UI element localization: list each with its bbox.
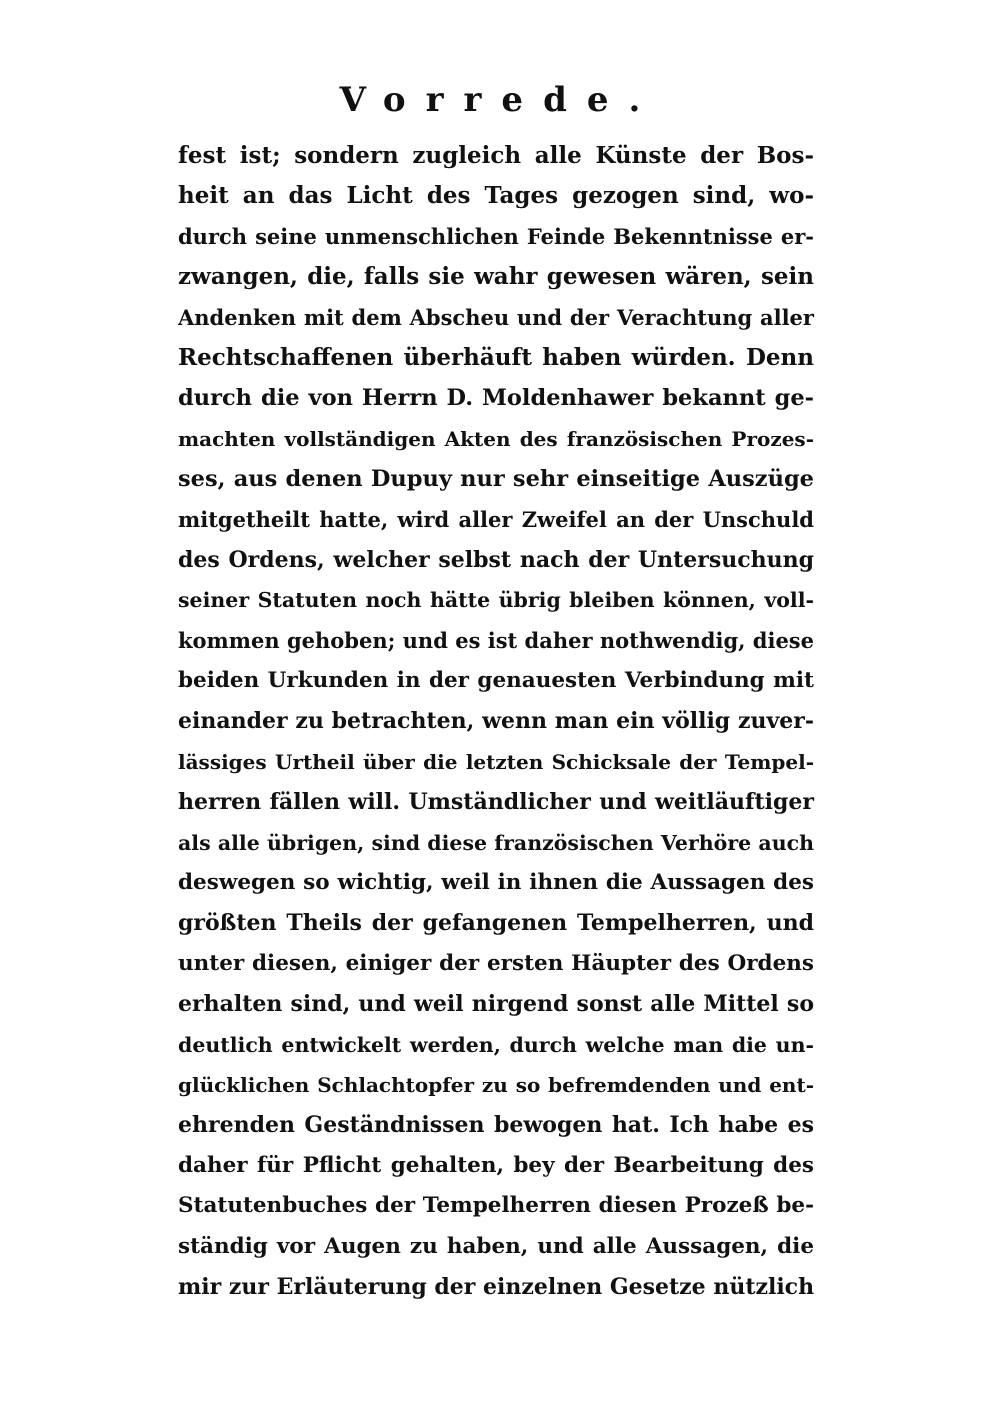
text-line: als alle übrigen, sind diese französischen Verhöre auch (178, 830, 814, 855)
text-line: deswegen so wichtig, weil in ihnen die Aussagen des (178, 870, 814, 896)
text-line: machten vollständigen Akten des französischen Prozes- (178, 426, 814, 451)
text-line: ses, aus denen Dupuy nur sehr einseitige Auszüge (178, 466, 814, 493)
text-line: durch die von Herrn D. Moldenhawer bekannt ge- (178, 385, 814, 412)
text-line: daher für Pflicht gehalten, bey der Bearbeitung des (178, 1152, 814, 1178)
text-line: Statutenbuches der Tempelherren diesen Prozeß be- (178, 1193, 814, 1219)
running-head: Vorrede. (339, 80, 661, 120)
text-line: unter diesen, einiger der ersten Häupter des Ordens (178, 950, 814, 976)
text-line: erhalten sind, und weil nirgend sonst alle Mittel so (178, 991, 814, 1018)
body-text (178, 136, 814, 1307)
text-line: deutlich entwickelt werden, durch welche man die un- (178, 1032, 814, 1057)
text-line: fest ist; sondern zugleich alle Künste der Bos- (178, 142, 814, 169)
text-line: zwangen, die, falls sie wahr gewesen wären, sein (178, 263, 814, 291)
text-line: einander zu betrachten, wenn man ein völlig zuver- (178, 708, 814, 735)
text-line: mir zur Erläuterung der einzelnen Gesetze nützlich (178, 1273, 815, 1300)
text-line: lässiges Urtheil über die letzten Schicksale der Tempel- (178, 749, 814, 774)
text-line: Rechtschaffenen überhäuft haben würden. Denn (178, 343, 814, 371)
text-line: größten Theils der gefangenen Tempelherren, und (178, 910, 814, 937)
text-line: heit an das Licht des Tages gezogen sind, wo- (178, 182, 814, 210)
text-line: mitgetheilt hatte, wird aller Zweifel an der Unschuld (178, 506, 814, 532)
text-line: beiden Urkunden in der genauesten Verbindung mit (178, 668, 814, 694)
text-line: des Ordens, welcher selbst nach der Untersuchung (178, 546, 814, 573)
text-line: herren fällen will. Umständlicher und weitläuftiger (178, 789, 814, 816)
text-line: seiner Statuten noch hätte übrig bleiben können, voll- (178, 588, 814, 613)
text-line: durch seine unmenschlichen Feinde Bekenntnisse er- (178, 223, 814, 249)
text-line: Andenken mit dem Abscheu und der Verachtung aller (178, 304, 814, 330)
text-line: ehrenden Geständnissen bewogen hat. Ich habe es (178, 1112, 814, 1139)
text-line: kommen gehoben; und es ist daher nothwendig, diese (178, 627, 814, 653)
text-line: ständig vor Augen zu haben, und alle Aussagen, die (178, 1233, 814, 1259)
text-line: glücklichen Schlachtopfer zu so befremdenden und ent- (178, 1072, 814, 1097)
